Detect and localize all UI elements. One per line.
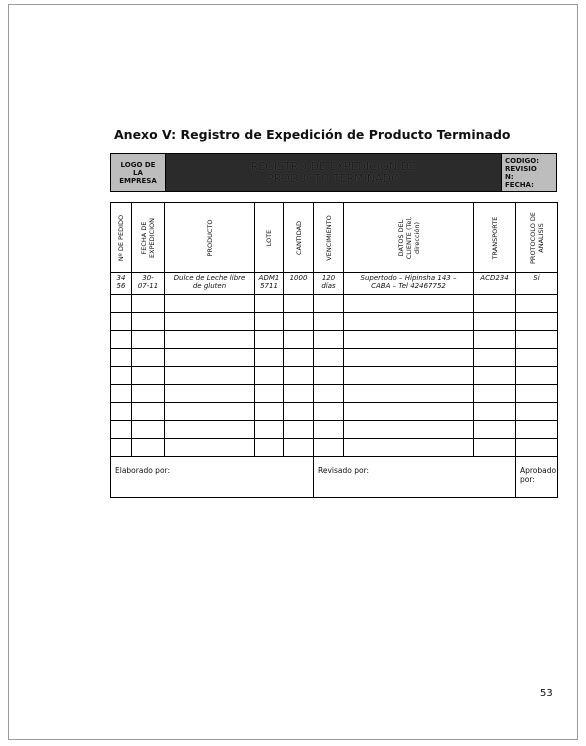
cell-text: Dulce de Leche libre [173, 274, 246, 282]
empty-cell[interactable] [344, 295, 474, 313]
aprobado-por-field[interactable] [516, 457, 558, 498]
column-header-text: EXPEDICION [148, 217, 156, 258]
cell-text: Supertodo – Hipinsha 143 – [360, 274, 457, 282]
empty-cell[interactable] [516, 439, 558, 457]
form-title-line: PRODUCTO TERMINADO [267, 172, 400, 185]
empty-cell[interactable] [111, 439, 132, 457]
empty-cell[interactable] [111, 349, 132, 367]
empty-cell[interactable] [474, 295, 516, 313]
empty-cell[interactable] [474, 313, 516, 331]
empty-cell[interactable] [132, 313, 165, 331]
empty-cell[interactable] [314, 313, 344, 331]
empty-table-row [111, 331, 558, 349]
empty-cell[interactable] [344, 385, 474, 403]
cell-text: Si [533, 274, 540, 282]
empty-cell[interactable] [474, 331, 516, 349]
empty-cell[interactable] [165, 349, 255, 367]
empty-cell[interactable] [344, 367, 474, 385]
empty-cell[interactable] [344, 313, 474, 331]
empty-cell[interactable] [284, 367, 314, 385]
empty-cell[interactable] [111, 331, 132, 349]
empty-cell[interactable] [132, 331, 165, 349]
empty-cell[interactable] [284, 331, 314, 349]
code-line: CODIGO: [505, 156, 539, 165]
empty-cell[interactable] [516, 331, 558, 349]
empty-cell[interactable] [255, 295, 284, 313]
empty-cell[interactable] [132, 349, 165, 367]
empty-cell[interactable] [314, 403, 344, 421]
column-header-text: TRANSPORTE [490, 216, 499, 259]
table-cell[interactable] [474, 273, 516, 295]
column-header-label [295, 220, 303, 254]
column-header-text: PRODUCTO [205, 219, 214, 256]
empty-cell[interactable] [284, 349, 314, 367]
cell-text: 07-11 [137, 282, 159, 290]
cell-text: 120 [321, 274, 336, 282]
empty-cell[interactable] [165, 367, 255, 385]
column-header-text: FECHA DE [140, 221, 148, 254]
empty-cell[interactable] [314, 331, 344, 349]
empty-table-row [111, 421, 558, 439]
shipment-register-table [110, 202, 558, 498]
empty-cell[interactable] [516, 421, 558, 439]
empty-cell[interactable] [132, 439, 165, 457]
empty-cell[interactable] [165, 439, 255, 457]
column-header [255, 203, 284, 273]
code-line: N: [505, 172, 514, 181]
column-header-text: ANALISIS [536, 222, 545, 253]
empty-cell[interactable] [132, 403, 165, 421]
column-header-text: PROTOCOLO DE [528, 211, 537, 264]
empty-cell[interactable] [284, 385, 314, 403]
code-line: FECHA: [505, 180, 534, 189]
cell-text: 34 [116, 274, 126, 282]
logo-line: LA [133, 168, 143, 177]
column-header-label [529, 212, 545, 264]
column-header-row [111, 203, 558, 273]
empty-cell[interactable] [344, 439, 474, 457]
empty-cell[interactable] [165, 421, 255, 439]
empty-cell[interactable] [111, 367, 132, 385]
page-number: 53 [540, 688, 553, 699]
empty-cell[interactable] [132, 421, 165, 439]
column-header-label [140, 218, 156, 258]
code-line: REVISIO [505, 164, 537, 173]
column-header-text: DATOS DEL [396, 219, 405, 256]
empty-cell[interactable] [284, 421, 314, 439]
empty-table-row [111, 349, 558, 367]
empty-cell[interactable] [314, 295, 344, 313]
empty-cell[interactable] [516, 385, 558, 403]
empty-cell[interactable] [284, 313, 314, 331]
column-header-label [397, 216, 421, 258]
column-header-label [325, 215, 333, 260]
column-header-label [117, 214, 125, 260]
empty-cell[interactable] [284, 439, 314, 457]
cell-text: 30- [142, 274, 154, 282]
empty-cell[interactable] [255, 331, 284, 349]
column-header-text: CANTIDAD [294, 220, 303, 255]
cell-text: CABA – Tel 42467752 [371, 282, 446, 290]
annex-title: Anexo V: Registro de Expedición de Producto Terminado [114, 127, 511, 142]
empty-cell[interactable] [111, 385, 132, 403]
empty-cell[interactable] [132, 385, 165, 403]
empty-cell[interactable] [474, 439, 516, 457]
elaborado-por-field[interactable] [111, 457, 314, 498]
cell-text: 5711 [260, 282, 278, 290]
empty-cell[interactable] [516, 403, 558, 421]
empty-cell[interactable] [165, 385, 255, 403]
table-cell[interactable] [165, 273, 255, 295]
empty-cell[interactable] [284, 295, 314, 313]
revisado-por-field[interactable] [314, 457, 516, 498]
empty-cell[interactable] [344, 349, 474, 367]
empty-cell[interactable] [344, 403, 474, 421]
empty-cell[interactable] [474, 385, 516, 403]
table-cell[interactable] [111, 273, 132, 295]
column-header [165, 203, 255, 273]
column-header [314, 203, 344, 273]
column-header [284, 203, 314, 273]
empty-cell[interactable] [111, 295, 132, 313]
empty-cell[interactable] [284, 403, 314, 421]
empty-cell[interactable] [255, 367, 284, 385]
empty-cell[interactable] [111, 421, 132, 439]
empty-cell[interactable] [314, 439, 344, 457]
empty-cell[interactable] [516, 367, 558, 385]
empty-cell[interactable] [344, 421, 474, 439]
empty-table-row [111, 403, 558, 421]
table-cell[interactable] [284, 273, 314, 295]
empty-cell[interactable] [255, 439, 284, 457]
empty-cell[interactable] [132, 367, 165, 385]
empty-cell[interactable] [255, 349, 284, 367]
company-logo-placeholder [111, 154, 166, 191]
cell-text: ADM1 [258, 274, 280, 282]
form-title [166, 154, 501, 191]
cell-text: días [321, 282, 336, 290]
empty-cell[interactable] [314, 421, 344, 439]
empty-cell[interactable] [255, 385, 284, 403]
empty-cell[interactable] [474, 349, 516, 367]
logo-line: EMPRESA [119, 176, 157, 185]
signature-label: Revisado por: [318, 466, 370, 475]
empty-table-row [111, 295, 558, 313]
column-header-text: VENCIMIENTO [324, 214, 333, 261]
column-header-text: Nº DE PEDIDO [117, 214, 125, 261]
empty-cell[interactable] [516, 349, 558, 367]
column-header-text: LOTE [265, 229, 273, 246]
column-header [516, 203, 558, 273]
signature-label: Elaborado por: [115, 466, 171, 475]
empty-cell[interactable] [165, 331, 255, 349]
table-cell[interactable] [255, 273, 284, 295]
empty-table-row [111, 367, 558, 385]
table-row [111, 273, 558, 295]
form-title-line: REGISTRO DE EXPEDICION DE [250, 160, 417, 173]
empty-cell[interactable] [474, 421, 516, 439]
table-cell[interactable] [516, 273, 558, 295]
document-code-box [501, 154, 556, 191]
cell-text: 56 [116, 282, 126, 290]
empty-cell[interactable] [165, 295, 255, 313]
empty-cell[interactable] [344, 331, 474, 349]
empty-cell[interactable] [255, 313, 284, 331]
empty-cell[interactable] [165, 403, 255, 421]
empty-table-row [111, 439, 558, 457]
table-cell[interactable] [132, 273, 165, 295]
signature-row [111, 457, 558, 498]
empty-cell[interactable] [255, 403, 284, 421]
column-header-label [206, 219, 214, 256]
empty-table-row [111, 385, 558, 403]
column-header-label [265, 229, 273, 246]
empty-cell[interactable] [516, 313, 558, 331]
cell-text: 1000 [289, 274, 308, 282]
empty-cell[interactable] [165, 313, 255, 331]
column-header [474, 203, 516, 273]
empty-cell[interactable] [516, 295, 558, 313]
signature-label: Aprobado por: [520, 466, 557, 484]
column-header-text: CLIENTE (Tel, [404, 216, 413, 259]
empty-table-row [111, 313, 558, 331]
empty-cell[interactable] [474, 403, 516, 421]
cell-text: ACD234 [480, 274, 509, 282]
empty-cell[interactable] [474, 367, 516, 385]
logo-line: LOGO DE [120, 160, 156, 169]
table-cell[interactable] [344, 273, 474, 295]
column-header [132, 203, 165, 273]
table-body [111, 273, 558, 498]
empty-cell[interactable] [111, 403, 132, 421]
table-cell[interactable] [314, 273, 344, 295]
column-header [344, 203, 474, 273]
column-header-label [491, 216, 499, 259]
empty-cell[interactable] [314, 349, 344, 367]
empty-cell[interactable] [314, 385, 344, 403]
empty-cell[interactable] [314, 367, 344, 385]
empty-cell[interactable] [255, 421, 284, 439]
cell-text: de gluten [192, 282, 227, 290]
column-header [111, 203, 132, 273]
empty-cell[interactable] [111, 313, 132, 331]
empty-cell[interactable] [132, 295, 165, 313]
column-header-text: dirección) [412, 221, 421, 254]
form-header [110, 153, 557, 192]
